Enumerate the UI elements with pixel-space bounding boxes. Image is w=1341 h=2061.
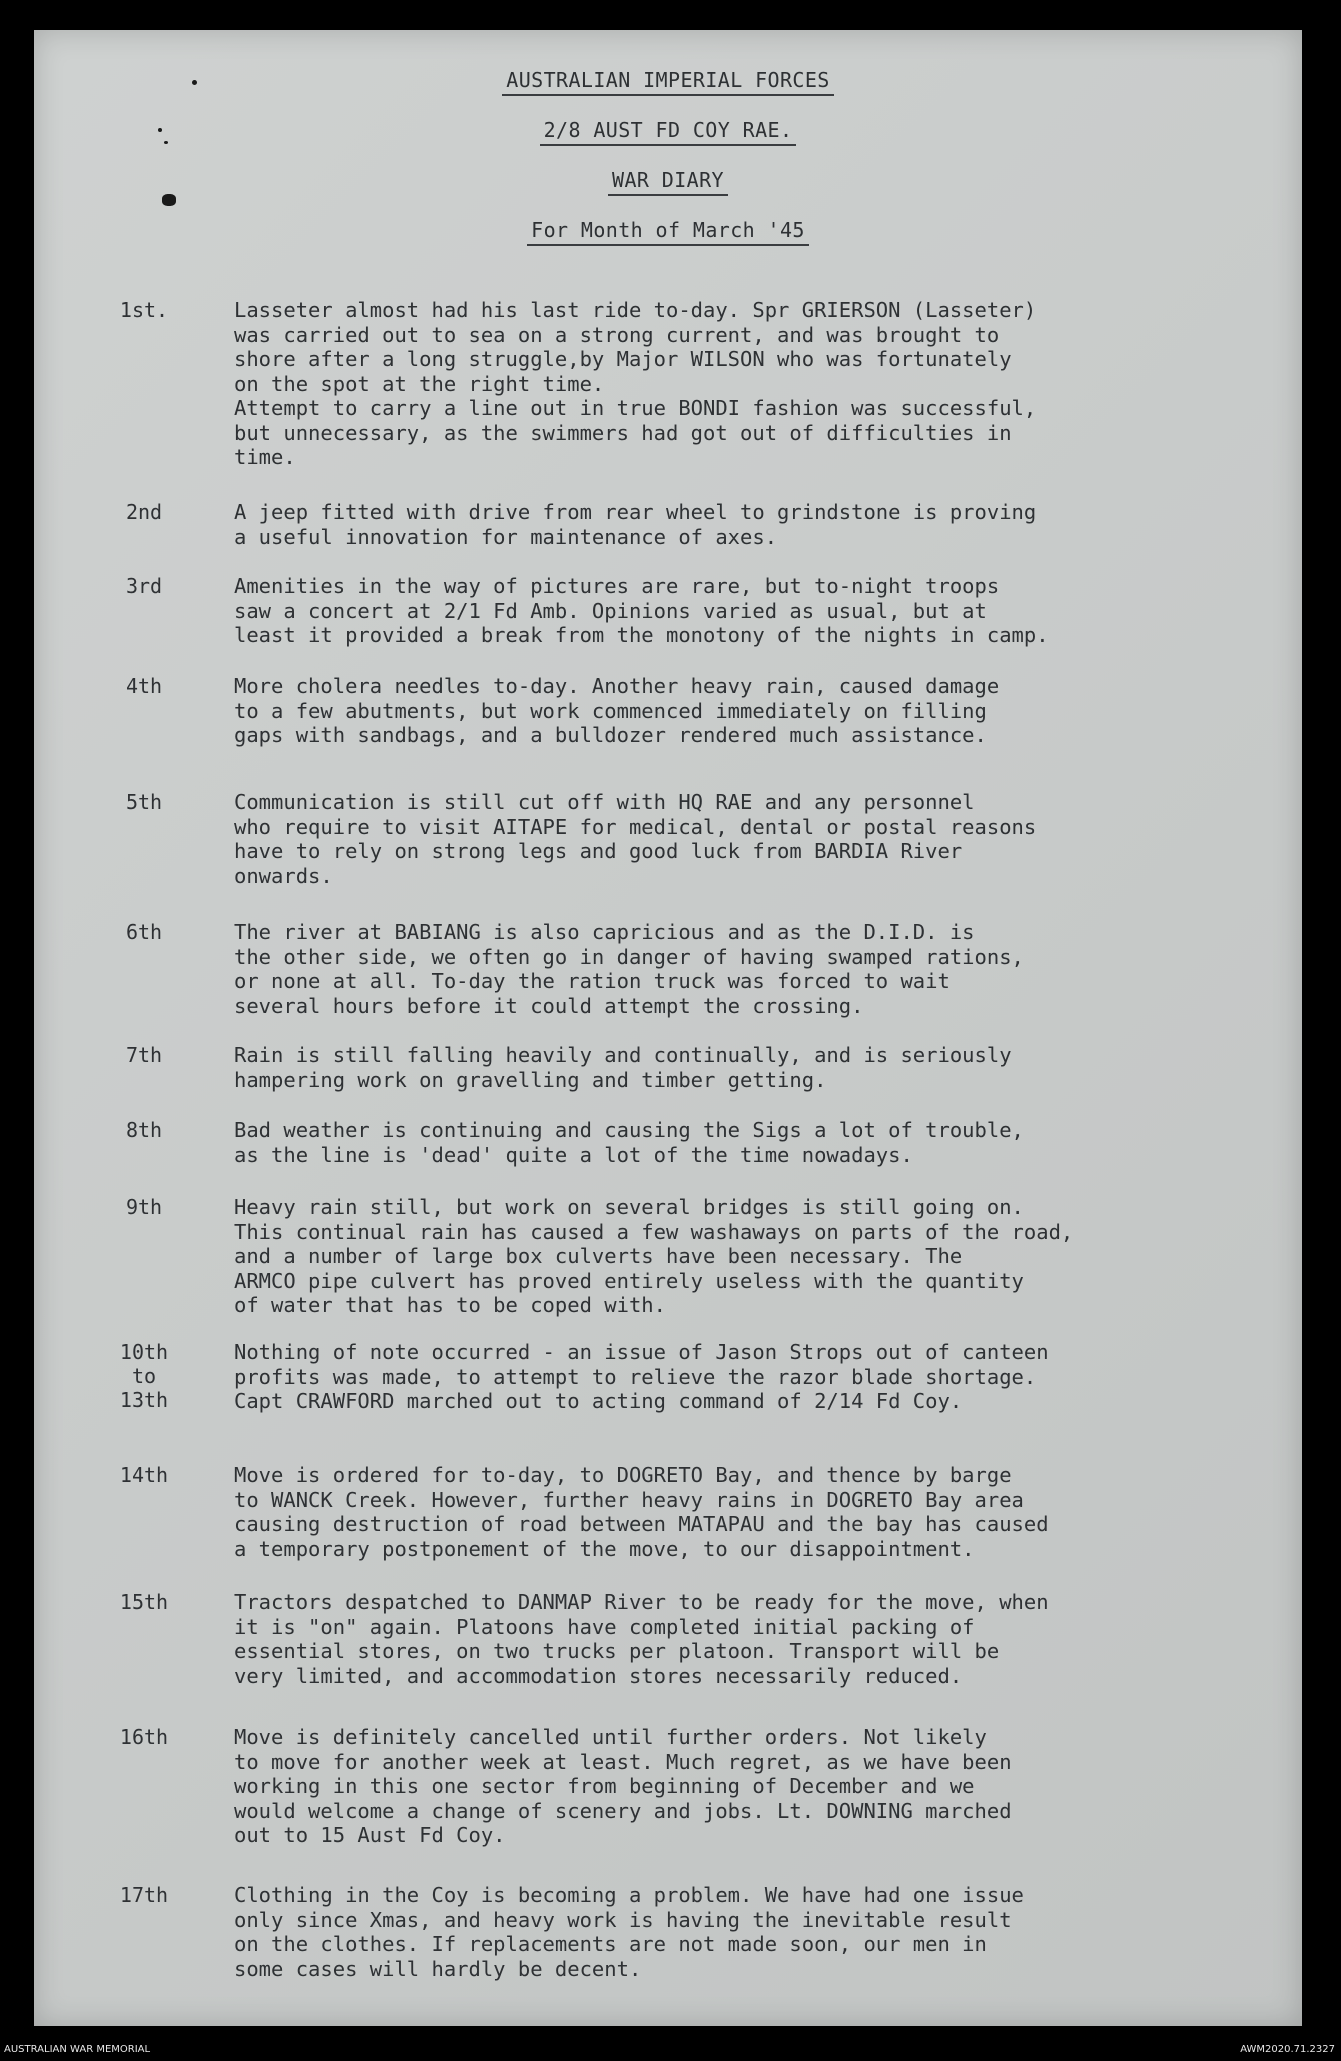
entry-line: Communication is still cut off with HQ RAE and any personnel: [234, 790, 975, 814]
entry-line: only since Xmas, and heavy work is having the inevitable result: [234, 1907, 1012, 1932]
heading-organisation: AUSTRALIAN IMPERIAL FORCES: [34, 68, 1302, 96]
entry-text: [234, 298, 1294, 470]
entry-text: [234, 920, 1294, 1018]
entry-line: was carried out to sea on a strong current, and was brought to: [234, 322, 1000, 347]
entry-line: saw a concert at 2/1 Fd Amb. Opinions varied as usual, but at: [234, 598, 987, 623]
entry-line: Rain is still falling heavily and continually, and is seriously: [234, 1043, 1012, 1067]
entry-text: [234, 674, 1294, 748]
diary-page: [34, 30, 1302, 2026]
entry-line: to a few abutments, but work commenced immediately on filling: [234, 698, 987, 723]
entry-text: [234, 1463, 1294, 1561]
entry-date: 3rd: [125, 574, 163, 598]
entry-line: The river at BABIANG is also capricious and as the D.I.D. is: [234, 920, 975, 944]
entry-line: Capt CRAWFORD marched out to acting command of 2/14 Fd Coy.: [234, 1389, 963, 1413]
entry-line: hampering work on gravelling and timber getting.: [234, 1067, 827, 1092]
entry-text: [234, 790, 1294, 888]
entry-date: 10th to 13th: [119, 1340, 169, 1412]
entry-text: [234, 500, 1294, 549]
entry-line: it is "on" again. Platoons have completed initial packing of: [234, 1614, 975, 1639]
entry-line: a temporary postponement of the move, to our disappointment.: [234, 1536, 975, 1561]
entry-line: to move for another week at least. Much regret, as we have been: [234, 1749, 1012, 1774]
entry-date: 1st.: [119, 298, 169, 322]
entry-line: a useful innovation for maintenance of axes.: [234, 524, 778, 549]
entry-date: 17th: [119, 1883, 169, 1907]
heading-title: WAR DIARY: [34, 168, 1302, 196]
entry-line: gaps with sandbags, and a bulldozer rendered much assistance.: [234, 723, 987, 747]
entry-text: [234, 1043, 1294, 1092]
entry-line: Bad weather is continuing and causing the Sigs a lot of trouble,: [234, 1118, 1024, 1142]
entry-line: Amenities in the way of pictures are rare, but to-night troops: [234, 574, 1000, 598]
entry-text: [234, 1590, 1294, 1688]
heading-unit: 2/8 AUST FD COY RAE.: [34, 118, 1302, 146]
entry-line: but unnecessary, as the swimmers had got out of difficulties in: [234, 420, 1012, 445]
entry-line: Tractors despatched to DANMAP River to be ready for the move, when: [234, 1590, 1049, 1614]
entry-text: [234, 574, 1294, 648]
entry-date: 5th: [125, 790, 163, 814]
entry-date: 2nd: [125, 500, 163, 524]
entry-line: working in this one sector from beginning of December and we: [234, 1774, 975, 1798]
entry-line: Move is ordered for to-day, to DOGRETO Bay, and thence by barge: [234, 1463, 1012, 1487]
entry-date: 7th: [125, 1043, 163, 1067]
heading-period: For Month of March '45: [34, 218, 1302, 246]
entry-text: [234, 1118, 1294, 1167]
entry-line: the other side, we often go in danger of having swamped rations,: [234, 944, 1024, 969]
entry-date: 8th: [125, 1118, 163, 1142]
entry-line: out to 15 Aust Fd Coy.: [234, 1823, 506, 1847]
entry-line: This continual rain has caused a few washaways on parts of the road,: [234, 1219, 1074, 1244]
entry-line: More cholera needles to-day. Another heavy rain, caused damage: [234, 674, 1000, 698]
entry-line: Attempt to carry a line out in true BONDI fashion was successful,: [234, 396, 1037, 420]
entry-line: or none at all. To-day the ration truck was forced to wait: [234, 969, 950, 993]
entry-line: some cases will hardly be decent.: [234, 1956, 642, 1981]
entry-line: on the clothes. If replacements are not made soon, our men in: [234, 1932, 987, 1956]
footer-institution: AUSTRALIAN WAR MEMORIAL: [4, 2044, 151, 2055]
entry-line: Heavy rain still, but work on several bridges is still going on.: [234, 1195, 1024, 1219]
entry-date: 15th: [119, 1590, 169, 1614]
footer-accession-number: AWM2020.71.2327: [1240, 2044, 1335, 2055]
entry-line: shore after a long struggle,by Major WILSON who was fortunately: [234, 347, 1012, 371]
entry-line: of water that has to be coped with.: [234, 1293, 666, 1317]
entry-line: who require to visit AITAPE for medical, dental or postal reasons: [234, 814, 1037, 839]
entry-date: 16th: [119, 1725, 169, 1749]
entry-line: as the line is 'dead' quite a lot of the time nowadays.: [234, 1142, 913, 1167]
entry-line: essential stores, on two trucks per platoon. Transport will be: [234, 1639, 1000, 1663]
entry-line: causing destruction of road between MATAPAU and the bay has caused: [234, 1512, 1049, 1536]
entry-line: least it provided a break from the monotony of the nights in camp.: [234, 623, 1049, 647]
entry-line: Nothing of note occurred - an issue of Jason Strops out of canteen: [234, 1340, 1049, 1364]
entry-line: several hours before it could attempt the crossing.: [234, 993, 864, 1018]
entry-line: Lasseter almost had his last ride to-day. Spr GRIERSON (Lasseter): [234, 298, 1037, 322]
entry-date: 14th: [119, 1463, 169, 1487]
entry-line: ARMCO pipe culvert has proved entirely useless with the quantity: [234, 1268, 1024, 1293]
entry-line: A jeep fitted with drive from rear wheel to grindstone is proving: [234, 500, 1037, 524]
entry-line: would welcome a change of scenery and jobs. Lt. DOWNING marched: [234, 1798, 1012, 1823]
entry-date: 4th: [125, 674, 163, 698]
entry-line: have to rely on strong legs and good luck from BARDIA River: [234, 839, 963, 863]
entry-line: time.: [234, 445, 296, 469]
entry-line: and a number of large box culverts have been necessary. The: [234, 1244, 963, 1268]
entry-text: [234, 1883, 1294, 1981]
entry-line: on the spot at the right time.: [234, 371, 605, 396]
entry-line: to WANCK Creek. However, further heavy rains in DOGRETO Bay area: [234, 1487, 1024, 1512]
entry-text: [234, 1195, 1294, 1318]
entry-date: 6th: [125, 920, 163, 944]
entry-text: [234, 1340, 1294, 1414]
entry-line: profits was made, to attempt to relieve the razor blade shortage.: [234, 1364, 1037, 1389]
entry-line: very limited, and accommodation stores necessarily reduced.: [234, 1663, 963, 1688]
entry-text: [234, 1725, 1294, 1848]
entry-line: Clothing in the Coy is becoming a problem. We have had one issue: [234, 1883, 1024, 1907]
entry-date: 9th: [125, 1195, 163, 1219]
entry-line: Move is definitely cancelled until further orders. Not likely: [234, 1725, 987, 1749]
entry-line: onwards.: [234, 863, 333, 888]
